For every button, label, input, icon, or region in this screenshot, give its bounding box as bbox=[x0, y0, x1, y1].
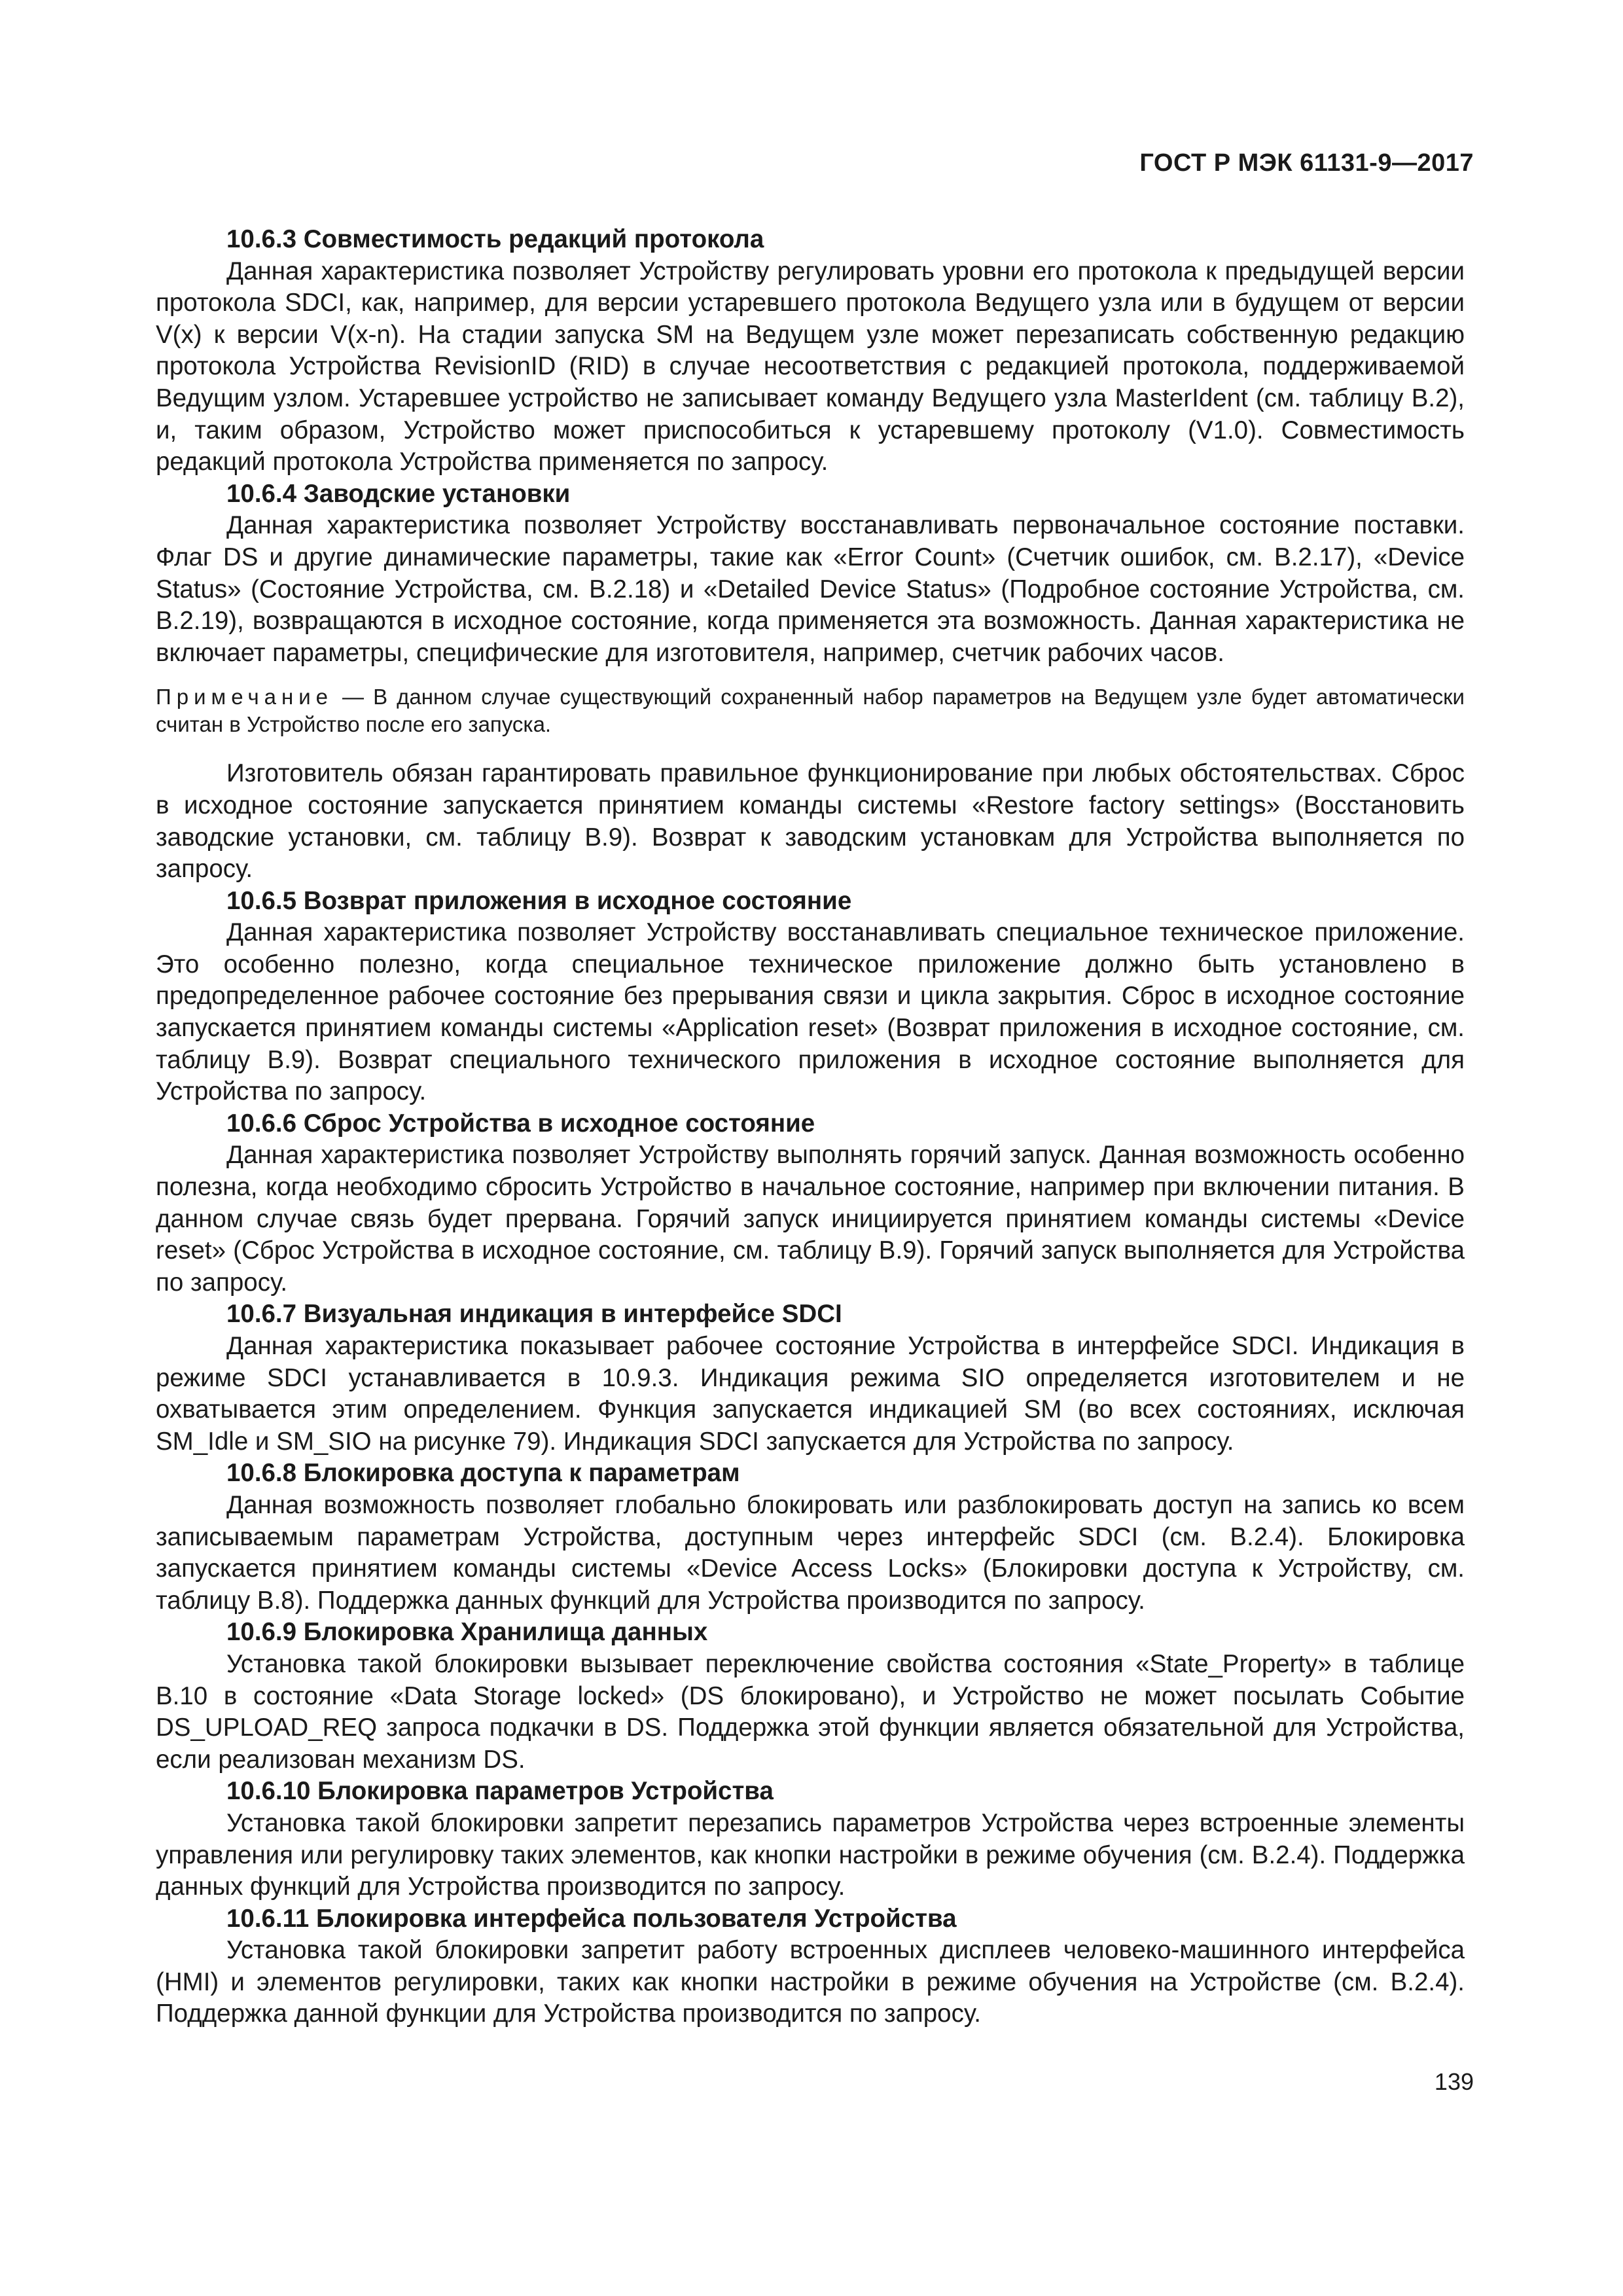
paragraph: Данная характеристика позволяет Устройству регулировать уровни его протокола к предыдущей версии протокола SDCI, как, например, для версии устаревшего протокола Ведущего узла или в будущем от версии V(x) к версии V(x-n). На стадии запуска SM на Ведущем узле может перезаписать собственную редакцию протокола Устройства RevisionID (RID) в случае несоответствия с редакцией протокола, поддерживаемой Ведущим узлом. Устаревшее устройство не записывает команду Ведущего узла MasterIdent (см. таблицу В.2), и, таким образом, Устройство может приспособиться к устаревшему протоколу (V1.0). Совместимость редакций протокола Устройства применяется по запросу. bbox=[156, 257, 1465, 476]
section-heading: 10.6.11 Блокировка интерфейса пользователя Устройства bbox=[226, 1904, 957, 1933]
page-number: 139 bbox=[1434, 2068, 1474, 2095]
paragraph: Данная возможность позволяет глобально блокировать или разблокировать доступ на запись ко всем записываемым параметрам Устройства, доступным через интерфейс SDCI (см. В.2.4). Блокировка запускается принятием команды системы «Device Access Locks» (Блокировки доступа к Устройству, см. таблицу В.8). Поддержка данных функций для Устройства производится по запросу. bbox=[156, 1490, 1465, 1615]
paragraph: Установка такой блокировки запретит работу встроенных дисплеев человеко-машинного интерфейса (HMI) и элементов регулировки, таких как кнопки настройки в режиме обучения на Устройстве (см. В.2.4). Поддержка данной функции для Устройства производится по запросу. bbox=[156, 1936, 1465, 2028]
paragraph: Установка такой блокировки запретит перезапись параметров Устройства через встроенные элементы управления или регулировку таких элементов, как кнопки настройки в режиме обучения (см. В.2.4). Поддержка данных функций для Устройства производится по запросу. bbox=[156, 1808, 1465, 1901]
section-heading: 10.6.4 Заводские установки bbox=[226, 479, 571, 508]
section-heading: 10.6.8 Блокировка доступа к параметрам bbox=[226, 1459, 740, 1488]
paragraph: Изготовитель обязан гарантировать правильное функционирование при любых обстоятельствах. Сброс в исходное состояние запускается принятием команды системы «Restore factory settings» (Восстановить заводские установки, см. таблицу В.9). Возврат к заводским установкам для Устройства выполняется по запросу. bbox=[156, 759, 1465, 884]
note-label: Примечание bbox=[156, 685, 334, 709]
section-heading: 10.6.3 Совместимость редакций протокола bbox=[226, 225, 764, 253]
section-heading: 10.6.10 Блокировка параметров Устройства bbox=[226, 1777, 774, 1806]
note-text: — В данном случае существующий сохраненный набор параметров на Ведущем узле будет автоматически считан в Устройство после его запуска. bbox=[156, 685, 1465, 737]
standard-header: ГОСТ Р МЭК 61131-9—2017 bbox=[1139, 149, 1474, 177]
paragraph: Данная характеристика позволяет Устройству восстанавливать специальное техническое приложение. Это особенно полезно, когда специальное техническое приложение должно быть установлено в предопределенное рабочее состояние без прерывания связи и цикла закрытия. Сброс в исходное состояние запускается принятием команды системы «Application reset» (Возврат приложения в исходное состояние, см. таблицу В.9). Возврат специального технического приложения в исходное состояние выполняется для Устройства по запросу. bbox=[156, 918, 1465, 1106]
document-body bbox=[156, 224, 1465, 2030]
paragraph: Данная характеристика позволяет Устройству восстанавливать первоначальное состояние поставки. Флаг DS и другие динамические параметры, такие как «Error Count» (Счетчик ошибок, см. В.2.17), «Device Status» (Состояние Устройства, см. В.2.18) и «Detailed Device Status» (Подробное состояние Устройства, см. В.2.19), возвращаются в исходное состояние, когда применяется эта возможность. Данная характеристика не включает параметры, специфические для изготовителя, например, счетчик рабочих часов. bbox=[156, 511, 1465, 667]
paragraph: Данная характеристика показывает рабочее состояние Устройства в интерфейсе SDCI. Индикация в режиме SDCI устанавливается в 10.9.3. Индикация режима SIO определяется изготовителем и не охватывается этим определением. Функция запускается индикацией SM (во всех состояниях, исключая SM_Idle и SM_SIO на рисунке 79). Индикация SDCI запускается для Устройства по запросу. bbox=[156, 1332, 1465, 1456]
section-heading: 10.6.5 Возврат приложения в исходное состояние bbox=[226, 886, 852, 915]
section-heading: 10.6.9 Блокировка Хранилища данных bbox=[226, 1618, 708, 1647]
note bbox=[156, 683, 1465, 738]
paragraph: Данная характеристика позволяет Устройству выполнять горячий запуск. Данная возможность особенно полезна, когда необходимо сбросить Устройство в начальное состояние, например при включении питания. В данном случае связь будет прервана. Горячий запуск инициируется принятием команды системы «Device reset» (Сброс Устройства в исходное состояние, см. таблицу В.9). Горячий запуск выполняется для Устройства по запросу. bbox=[156, 1141, 1465, 1297]
section-heading: 10.6.6 Сброс Устройства в исходное состояние bbox=[226, 1109, 815, 1138]
section-heading: 10.6.7 Визуальная индикация в интерфейсе SDCI bbox=[226, 1300, 842, 1329]
paragraph: Установка такой блокировки вызывает переключение свойства состояния «State_Property» в таблице В.10 в состояние «Data Storage locked» (DS блокировано), и Устройство не может посылать Событие DS_UPLOAD_REQ запроса подкачки в DS. Поддержка этой функции является обязательной для Устройства, если реализован механизм DS. bbox=[156, 1649, 1465, 1774]
